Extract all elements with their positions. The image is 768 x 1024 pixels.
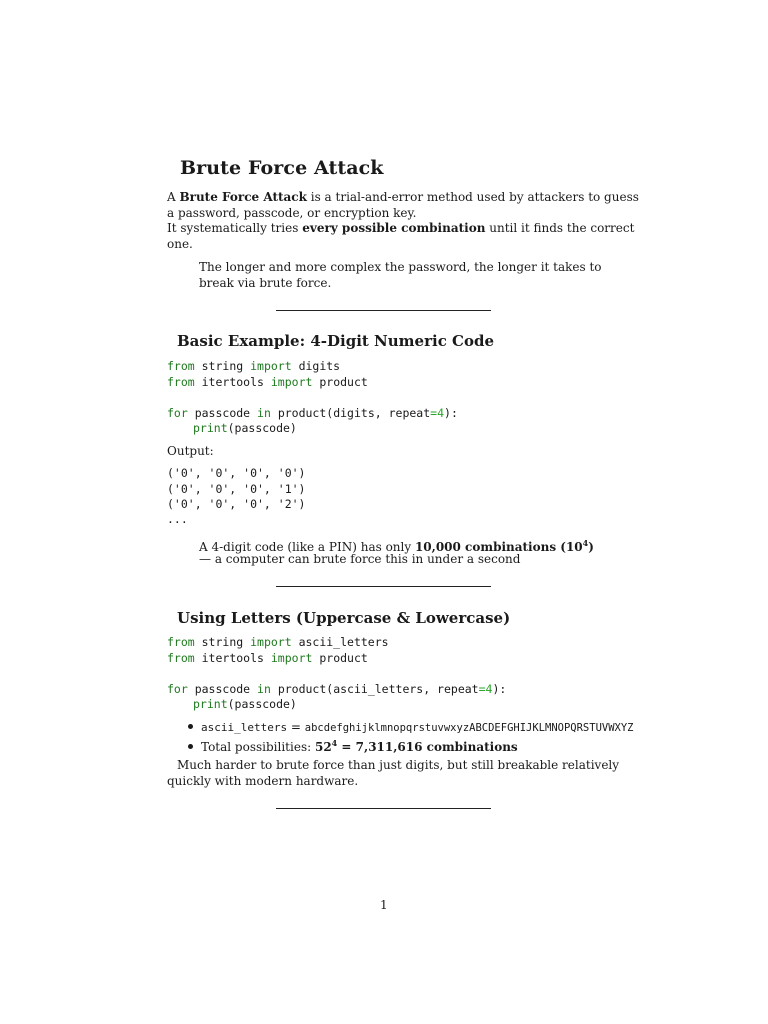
code-line: for passcode in product(ascii_letters, repeat=4): bbox=[167, 682, 507, 696]
code-line: from itertools import product bbox=[167, 375, 368, 389]
closing-line-1: Much harder to brute force than just digits, but still breakable relatively bbox=[177, 758, 620, 772]
pin-note-line-2: — a computer can brute force this in under a second bbox=[199, 552, 521, 566]
bullet-dot bbox=[188, 724, 193, 729]
bullet-ascii-letters: ascii_letters = abcdefghijklmnopqrstuvwxyzABCDEFGHIJKLMNOPQRSTUVWXYZ bbox=[188, 720, 634, 737]
intro-line-2: a password, passcode, or encryption key. bbox=[167, 206, 417, 220]
code-line: from itertools import product bbox=[167, 651, 368, 665]
code-line: for passcode in product(digits, repeat=4): bbox=[167, 406, 458, 420]
intro-line-1: A Brute Force Attack is a trial-and-error method used by attackers to guess bbox=[167, 190, 639, 204]
page-number: 1 bbox=[380, 898, 388, 912]
quote-line-2: break via brute force. bbox=[199, 276, 332, 290]
section-heading-letters: Using Letters (Uppercase & Lowercase) bbox=[177, 609, 511, 627]
output-line: ... bbox=[167, 512, 188, 526]
code-line: from string import ascii_letters bbox=[167, 635, 389, 649]
output-line: ('0', '0', '0', '0') bbox=[167, 466, 306, 480]
output-label: Output: bbox=[167, 444, 214, 458]
code-line: print(passcode) bbox=[193, 697, 297, 711]
section-divider bbox=[276, 310, 491, 311]
page-title: Brute Force Attack bbox=[180, 157, 384, 179]
bullet-dot bbox=[188, 744, 193, 749]
section-heading-numeric: Basic Example: 4-Digit Numeric Code bbox=[177, 332, 495, 350]
output-line: ('0', '0', '0', '1') bbox=[167, 482, 306, 496]
output-line: ('0', '0', '0', '2') bbox=[167, 497, 306, 511]
bullet-total: Total possibilities: $52^4 = 7,311,616$ combinations bbox=[188, 736, 518, 756]
pin-note-line-1: A 4-digit code (like a PIN) has only 10,000 combinations $(10^4)$ bbox=[199, 538, 594, 554]
code-line: from string import digits bbox=[167, 359, 341, 373]
closing-line-2: quickly with modern hardware. bbox=[167, 774, 359, 788]
quote-line-1: The longer and more complex the password, the longer it takes to bbox=[199, 260, 602, 274]
intro-line-4: one. bbox=[167, 237, 193, 251]
section-divider bbox=[276, 586, 491, 587]
section-divider bbox=[276, 808, 491, 809]
intro-line-3: It systematically tries every possible combination until it finds the correct bbox=[167, 221, 635, 235]
code-line: print(passcode) bbox=[193, 421, 297, 435]
